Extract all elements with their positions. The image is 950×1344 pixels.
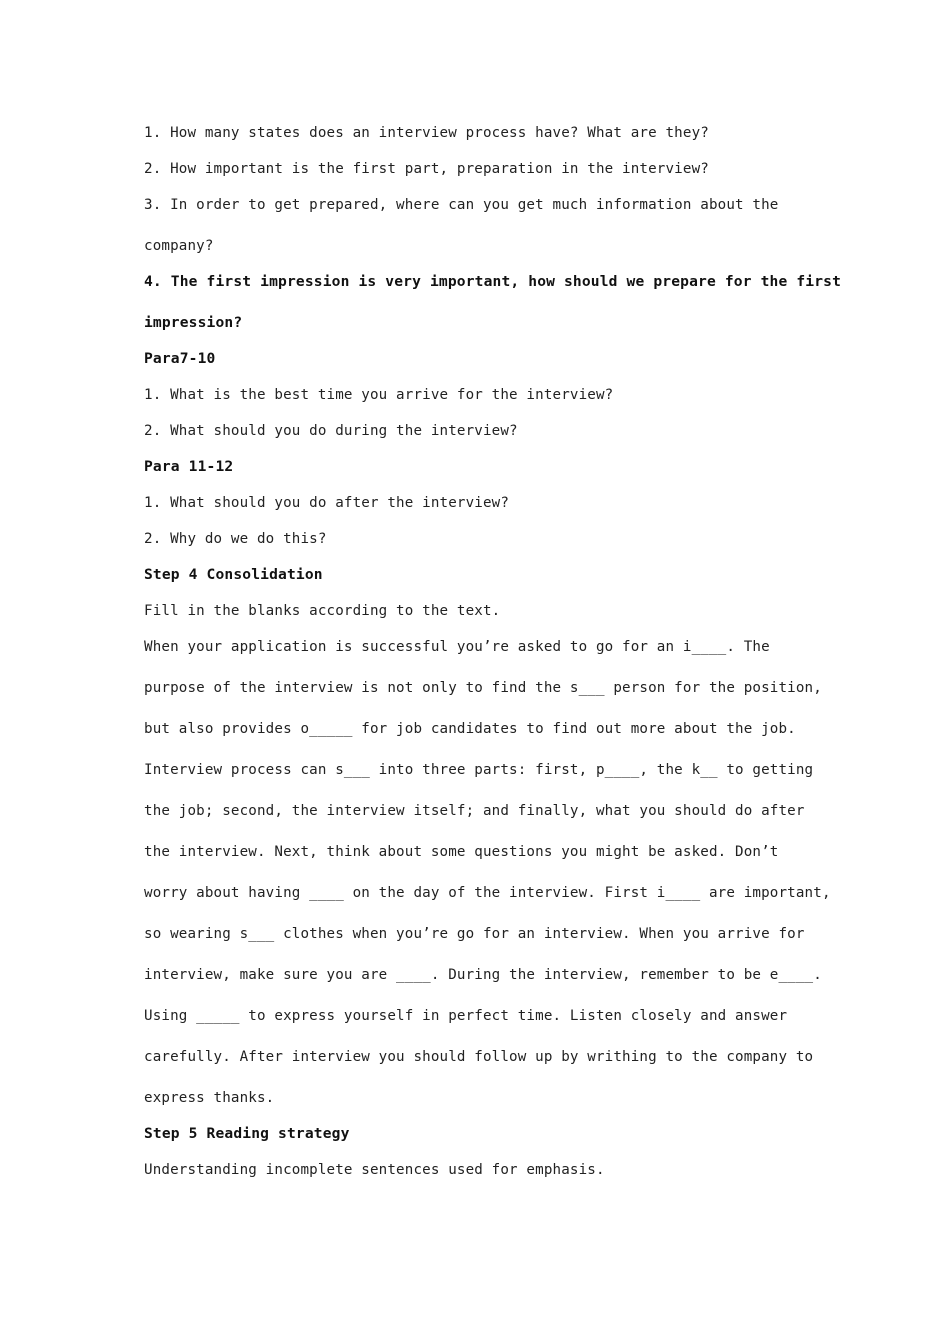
question-4-line-2: impression? xyxy=(144,314,243,331)
para-11-12-question-1: 1. What should you do after the interview? xyxy=(144,495,510,511)
heading-step-5: Step 5 Reading strategy xyxy=(144,1125,350,1142)
cloze-line: the job; second, the interview itself; and finally, what you should do after xyxy=(144,803,805,819)
question-3-line-2: company? xyxy=(144,238,214,254)
cloze-line: interview, make sure you are ____. During the interview, remember to be e____. xyxy=(144,967,822,983)
question-4-line-1: 4. The first impression is very important, how should we prepare for the first xyxy=(144,273,842,290)
question-1: 1. How many states does an interview process have? What are they? xyxy=(144,125,709,141)
cloze-line: but also provides o_____ for job candidates to find out more about the job. xyxy=(144,721,796,737)
document-page xyxy=(144,124,842,1197)
question-3-line-1: 3. In order to get prepared, where can you get much information about the xyxy=(144,197,779,213)
question-2: 2. How important is the first part, preparation in the interview? xyxy=(144,161,709,177)
step-4-instruction: Fill in the blanks according to the text. xyxy=(144,603,501,619)
heading-para-7-10: Para7-10 xyxy=(144,350,216,367)
cloze-line: so wearing s___ clothes when you’re go for an interview. When you arrive for xyxy=(144,926,805,942)
heading-para-11-12: Para 11-12 xyxy=(144,458,234,475)
para-7-10-question-2: 2. What should you do during the interview? xyxy=(144,423,518,439)
para-7-10-question-1: 1. What is the best time you arrive for the interview? xyxy=(144,387,614,403)
cloze-line: Using _____ to express yourself in perfect time. Listen closely and answer xyxy=(144,1008,788,1024)
step-5-text: Understanding incomplete sentences used for emphasis. xyxy=(144,1162,605,1178)
cloze-line: When your application is successful you’re asked to go for an i____. The xyxy=(144,639,770,655)
cloze-line: purpose of the interview is not only to find the s___ person for the position, xyxy=(144,680,822,696)
heading-step-4: Step 4 Consolidation xyxy=(144,566,323,583)
cloze-line: the interview. Next, think about some questions you might be asked. Don’t xyxy=(144,844,779,860)
cloze-line: carefully. After interview you should follow up by writhing to the company to xyxy=(144,1049,814,1065)
cloze-line: express thanks. xyxy=(144,1090,275,1106)
cloze-line: Interview process can s___ into three parts: first, p____, the k__ to getting xyxy=(144,762,814,778)
cloze-line: worry about having ____ on the day of the interview. First i____ are important, xyxy=(144,885,831,901)
para-11-12-question-2: 2. Why do we do this? xyxy=(144,531,327,547)
cloze-paragraph xyxy=(144,638,831,1107)
